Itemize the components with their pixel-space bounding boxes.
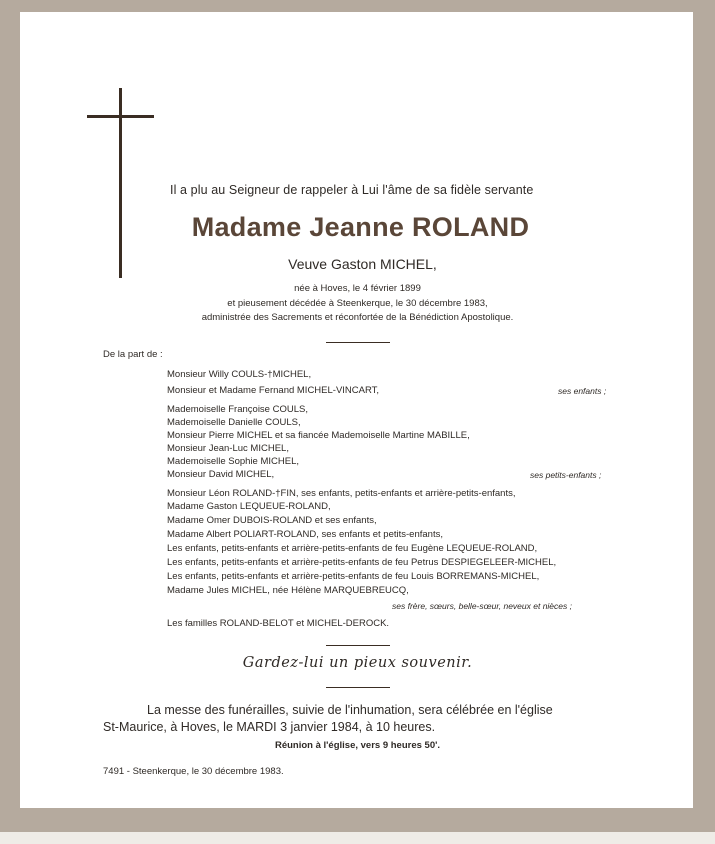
birth-line: née à Hoves, le 4 février 1899	[294, 283, 421, 294]
sibling-line: Madame Gaston LEQUEUE-ROLAND,	[167, 501, 331, 512]
frame-border-right	[693, 0, 715, 844]
families-line: Les familles ROLAND-BELOT et MICHEL-DEROCK.	[167, 618, 390, 629]
meeting-line: Réunion à l'église, vers 9 heures 50'.	[274, 740, 441, 751]
divider	[326, 645, 390, 646]
grandchildren-line: Monsieur Jean-Luc MICHEL,	[167, 443, 289, 454]
grandchildren-role: ses petits-enfants ;	[530, 470, 602, 480]
keep-memory-text: Gardez-lui un pieux souvenir.	[242, 655, 473, 671]
widow-of: Veuve Gaston MICHEL,	[288, 256, 437, 272]
grandchildren-line: Monsieur David MICHEL,	[167, 469, 275, 480]
sibling-line: Madame Jules MICHEL, née Hélène MARQUEBREUCQ,	[167, 585, 409, 596]
grandchildren-line: Mademoiselle Danielle COULS,	[167, 417, 301, 428]
siblings-role: ses frère, sœurs, belle-sœur, neveux et nièces ;	[392, 601, 572, 611]
sibling-line: Les enfants, petits-enfants et arrière-petits-enfants de feu Eugène LEQUEUE-ROLAND,	[167, 543, 538, 554]
children-line: Monsieur Willy COULS-†MICHEL,	[167, 369, 312, 380]
divider	[326, 342, 390, 343]
deceased-name-text: Madame Jeanne ROLAND	[191, 212, 530, 242]
grandchildren-line: Mademoiselle Sophie MICHEL,	[167, 456, 300, 467]
place-date-line: 7491 - Steenkerque, le 30 décembre 1983.	[103, 766, 284, 777]
sibling-line: Madame Omer DUBOIS-ROLAND et ses enfants,	[167, 515, 377, 526]
divider	[326, 687, 390, 688]
frame-border-left	[0, 0, 20, 844]
mass-announcement-line2: St-Maurice, à Hoves, le MARDI 3 janvier 1984, à 10 heures.	[103, 720, 436, 734]
children-line: Monsieur et Madame Fernand MICHEL-VINCART,	[167, 385, 380, 396]
children-role: ses enfants ;	[558, 386, 607, 396]
grandchildren-line: Mademoiselle Françoise COULS,	[167, 404, 308, 415]
mass-announcement-line1: La messe des funérailles, suivie de l'inhumation, sera célébrée en l'église	[147, 703, 553, 717]
death-line: et pieusement décédée à Steenkerque, le 30 décembre 1983,	[227, 298, 488, 309]
grandchildren-line: Monsieur Pierre MICHEL et sa fiancée Mademoiselle Martine MABILLE,	[167, 430, 470, 441]
sibling-line: Les enfants, petits-enfants et arrière-petits-enfants de feu Louis BORREMANS-MICHEL,	[167, 571, 540, 582]
intro-text: Il a plu au Seigneur de rappeler à Lui l'âme de sa fidèle servante	[170, 183, 534, 197]
cross-icon-bar	[87, 115, 154, 118]
frame-bottom-strip	[0, 832, 715, 844]
from-label: De la part de :	[103, 349, 163, 360]
deceased-name	[0, 212, 715, 243]
frame-border-top	[0, 0, 715, 12]
sibling-line: Monsieur Léon ROLAND-†FIN, ses enfants, petits-enfants et arrière-petits-enfants,	[167, 488, 516, 499]
sibling-line: Madame Albert POLIART-ROLAND, ses enfants et petits-enfants,	[167, 529, 443, 540]
sacraments-line: administrée des Sacrements et réconfortée de la Bénédiction Apostolique.	[201, 312, 514, 323]
sibling-line: Les enfants, petits-enfants et arrière-petits-enfants de feu Petrus DESPIEGELEER-MICHEL,	[167, 557, 557, 568]
